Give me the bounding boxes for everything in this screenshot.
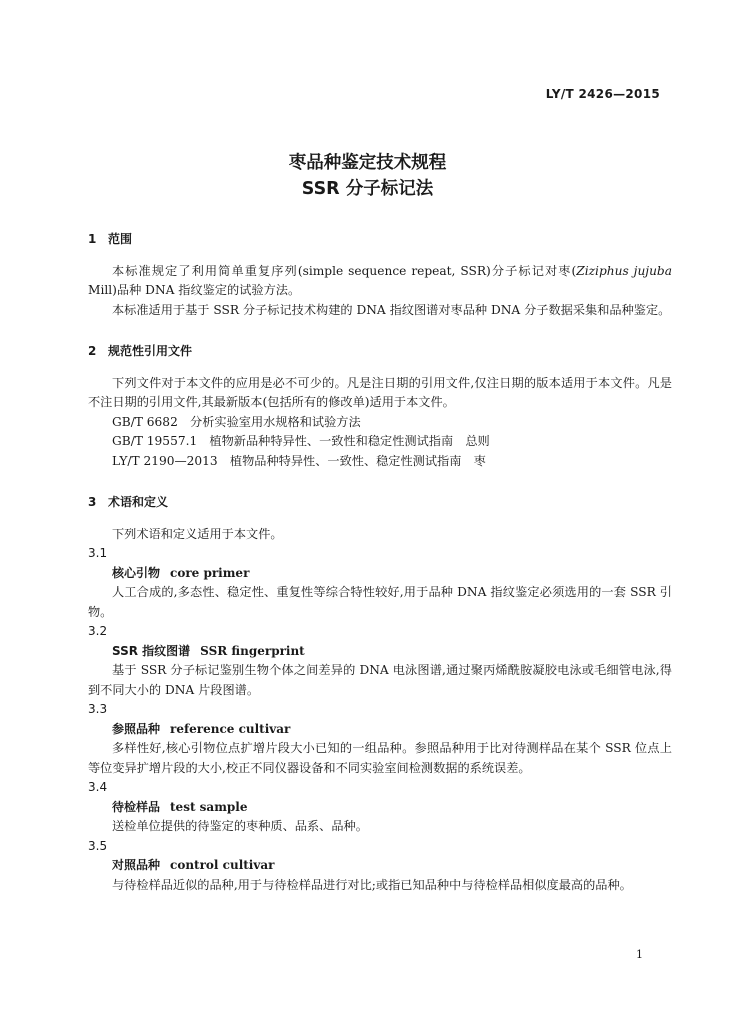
- term-number: 3.1: [88, 546, 108, 560]
- term-heading: SSR 指纹图谱 SSR fingerprint: [112, 643, 305, 658]
- term-heading: 待检样品 test sample: [112, 799, 248, 814]
- scope-paragraph-2: 本标准适用于基于 SSR 分子标记技术构建的 DNA 指纹图谱对枣品种 DNA 分子数据采集和品种鉴定。: [112, 302, 671, 317]
- scope-paragraph-1: 本标准规定了利用简单重复序列(simple sequence repeat, SSR)分子标记对枣(Ziziphus jujuba Mill)品种 DNA 指纹鉴定的试验方法。: [88, 263, 672, 297]
- reference-item: GB/T 19557.1 植物新品种特异性、一致性和稳定性测试指南 总则: [112, 434, 490, 448]
- section-title: 范围: [108, 232, 133, 246]
- terms-intro: 下列术语和定义适用于本文件。: [112, 526, 283, 541]
- section-number: 2: [88, 344, 97, 358]
- term-definition: 基于 SSR 分子标记鉴别生物个体之间差异的 DNA 电泳图谱,通过聚丙烯酰胺凝胶电泳或毛细管电泳,得到不同大小的 DNA 片段图谱。: [88, 663, 672, 697]
- reference-item: LY/T 2190—2013 植物品种特异性、一致性、稳定性测试指南 枣: [112, 453, 486, 468]
- term-definition: 人工合成的,多态性、稳定性、重复性等综合特性较好,用于品种 DNA 指纹鉴定必须选用的一套 SSR 引物。: [88, 585, 672, 619]
- title-line-2: SSR 分子标记法: [301, 179, 434, 199]
- document-body: [88, 230, 672, 895]
- section-heading-normative: [88, 342, 672, 362]
- term-definition: 送检单位提供的待鉴定的枣种质、品系、品种。: [112, 819, 368, 833]
- section-number: 1: [88, 232, 97, 246]
- section-title: 术语和定义: [108, 495, 169, 509]
- term-heading: 对照品种 control cultivar: [112, 858, 275, 872]
- reference-item: GB/T 6682 分析实验室用水规格和试验方法: [112, 414, 361, 429]
- page-number: 1: [636, 948, 643, 961]
- term-number: 3.4: [88, 780, 108, 794]
- document-title: [0, 150, 735, 202]
- term-heading: 核心引物 core primer: [112, 565, 250, 580]
- term-number: 3.3: [88, 702, 108, 716]
- term-number: 3.5: [88, 838, 108, 853]
- term-heading: 参照品种 reference cultivar: [112, 721, 291, 736]
- normative-intro: 下列文件对于本文件的应用是必不可少的。凡是注日期的引用文件,仅注日期的版本适用于本文件。凡是不注日期的引用文件,其最新版本(包括所有的修改单)适用于本文件。: [88, 375, 672, 409]
- section-heading-terms: [88, 493, 672, 513]
- term-number: 3.2: [88, 624, 108, 638]
- term-definition: 多样性好,核心引物位点扩增片段大小已知的一组品种。参照品种用于比对待测样品在某个 SSR 位点上等位变异扩增片段的大小,校正不同仪器设备和不同实验室间检测数据的系统误差。: [88, 741, 672, 775]
- standard-code: LY/T 2426—2015: [545, 87, 660, 101]
- term-definition: 与待检样品近似的品种,用于与待检样品进行对比;或指已知品种中与待检样品相似度最高的品种。: [112, 877, 632, 892]
- latin-name: Ziziphus jujuba: [576, 263, 672, 278]
- section-number: 3: [88, 495, 97, 509]
- title-line-1: 枣品种鉴定技术规程: [288, 153, 447, 173]
- section-title: 规范性引用文件: [108, 344, 193, 358]
- section-heading-scope: [88, 230, 672, 250]
